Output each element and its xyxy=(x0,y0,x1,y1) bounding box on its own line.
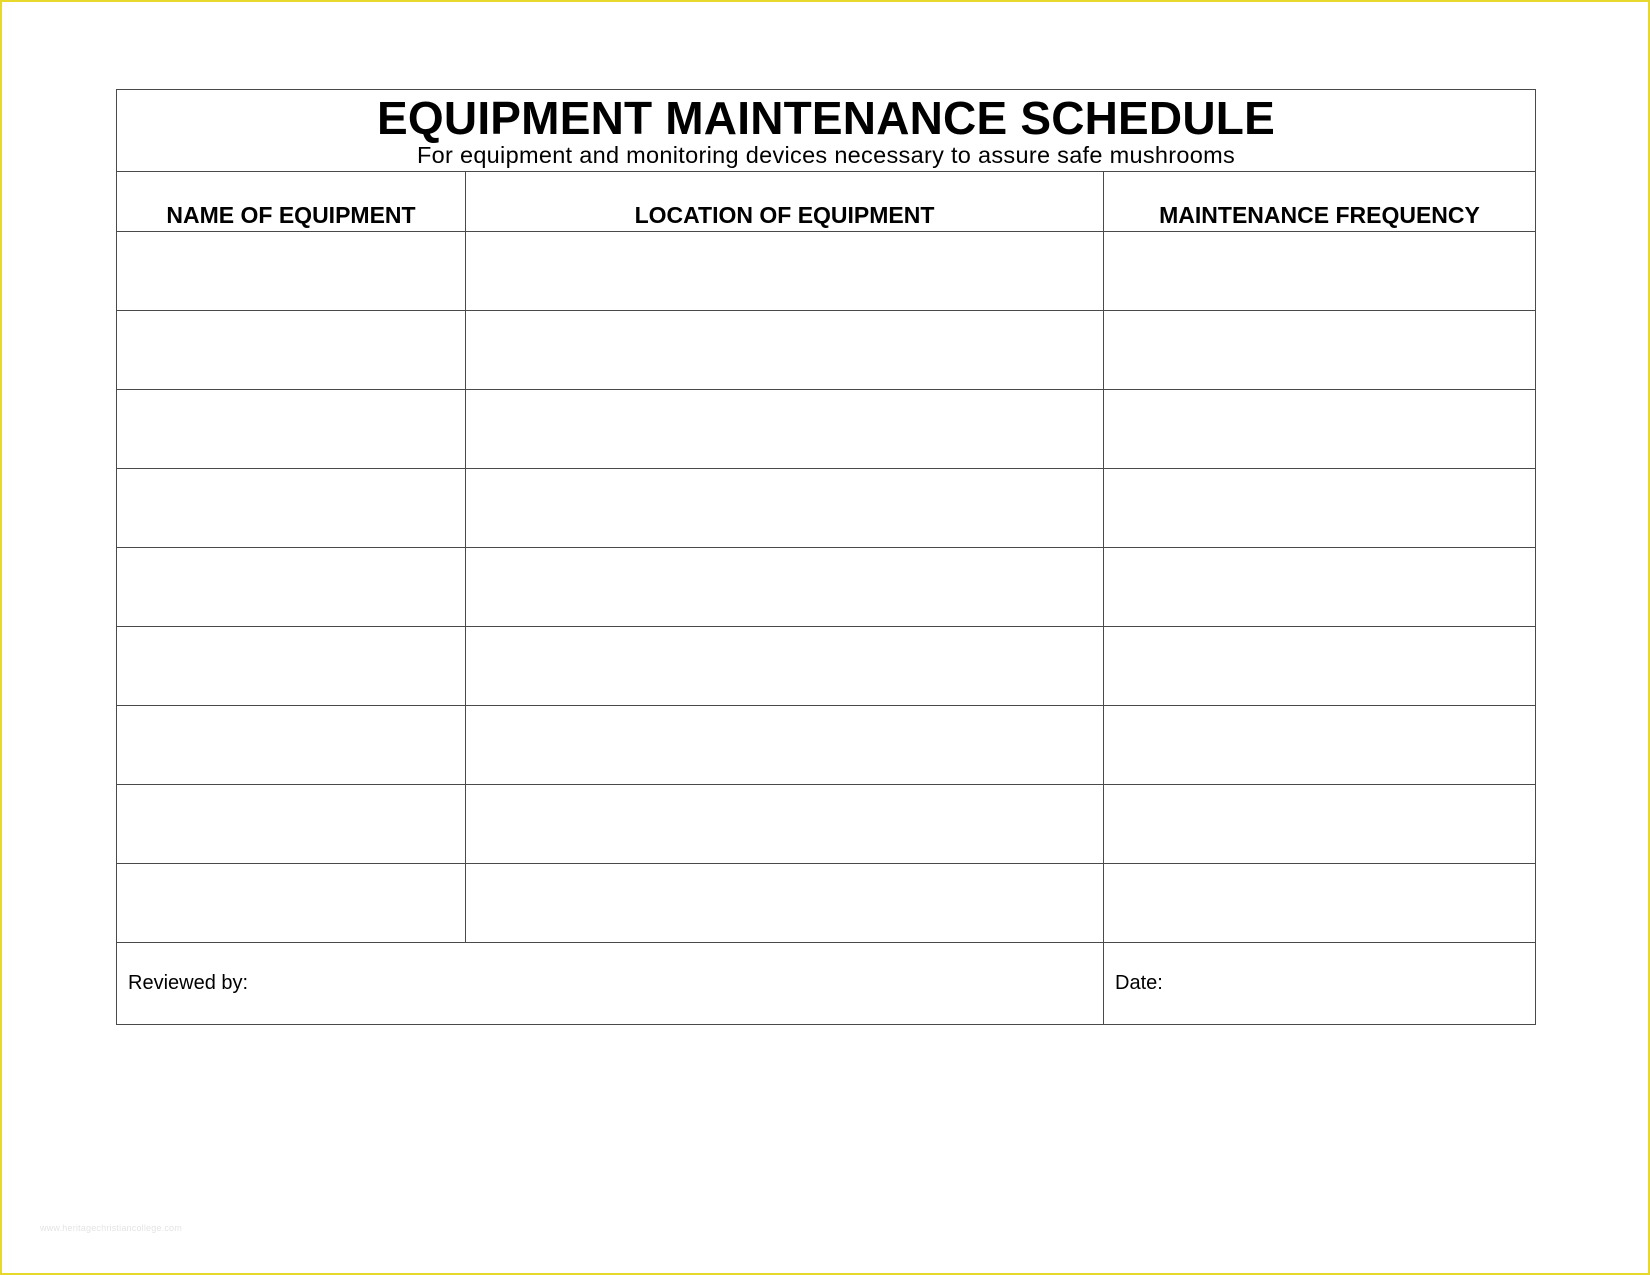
column-header-name: NAME OF EQUIPMENT xyxy=(117,172,466,232)
maintenance-frequency-cell[interactable] xyxy=(1104,232,1536,311)
table-row xyxy=(117,864,1536,943)
reviewed-by-label: Reviewed by: xyxy=(128,972,249,994)
equipment-name-cell[interactable] xyxy=(117,311,466,390)
equipment-name-cell[interactable] xyxy=(117,390,466,469)
equipment-name-cell[interactable] xyxy=(117,627,466,706)
table-row xyxy=(117,232,1536,311)
equipment-location-cell[interactable] xyxy=(466,785,1104,864)
table-row xyxy=(117,390,1536,469)
equipment-name-cell[interactable] xyxy=(117,232,466,311)
maintenance-frequency-cell[interactable] xyxy=(1104,627,1536,706)
column-header-location: LOCATION OF EQUIPMENT xyxy=(466,172,1104,232)
equipment-location-cell[interactable] xyxy=(466,390,1104,469)
equipment-name-cell[interactable] xyxy=(117,785,466,864)
equipment-name-cell[interactable] xyxy=(117,469,466,548)
title-row xyxy=(117,90,1536,172)
signoff-row xyxy=(117,943,1536,1025)
table-row xyxy=(117,706,1536,785)
date-field[interactable] xyxy=(1104,943,1536,1025)
equipment-location-cell[interactable] xyxy=(466,548,1104,627)
equipment-location-cell[interactable] xyxy=(466,627,1104,706)
date-label: Date: xyxy=(1115,972,1163,994)
title-cell xyxy=(117,90,1536,172)
maintenance-frequency-cell[interactable] xyxy=(1104,706,1536,785)
maintenance-frequency-cell[interactable] xyxy=(1104,469,1536,548)
table-row xyxy=(117,311,1536,390)
maintenance-frequency-cell[interactable] xyxy=(1104,864,1536,943)
equipment-location-cell[interactable] xyxy=(466,864,1104,943)
form-subtitle: For equipment and monitoring devices necessary to assure safe mushrooms xyxy=(416,142,1236,168)
column-header-frequency: MAINTENANCE FREQUENCY xyxy=(1104,172,1536,232)
equipment-location-cell[interactable] xyxy=(466,469,1104,548)
table-row xyxy=(117,548,1536,627)
reviewed-by-field[interactable] xyxy=(117,943,1104,1025)
table-row xyxy=(117,469,1536,548)
maintenance-frequency-cell[interactable] xyxy=(1104,311,1536,390)
maintenance-schedule-table xyxy=(116,89,1536,1025)
equipment-name-cell[interactable] xyxy=(117,706,466,785)
table-row xyxy=(117,627,1536,706)
equipment-location-cell[interactable] xyxy=(466,311,1104,390)
equipment-name-cell[interactable] xyxy=(117,548,466,627)
maintenance-frequency-cell[interactable] xyxy=(1104,785,1536,864)
table-row xyxy=(117,785,1536,864)
equipment-location-cell[interactable] xyxy=(466,706,1104,785)
equipment-name-cell[interactable] xyxy=(117,864,466,943)
watermark-text: www.heritagechristiancollege.com xyxy=(40,1223,182,1233)
maintenance-frequency-cell[interactable] xyxy=(1104,390,1536,469)
equipment-location-cell[interactable] xyxy=(466,232,1104,311)
form-title: EQUIPMENT MAINTENANCE SCHEDULE xyxy=(377,92,1275,144)
header-row xyxy=(117,172,1536,232)
maintenance-frequency-cell[interactable] xyxy=(1104,548,1536,627)
